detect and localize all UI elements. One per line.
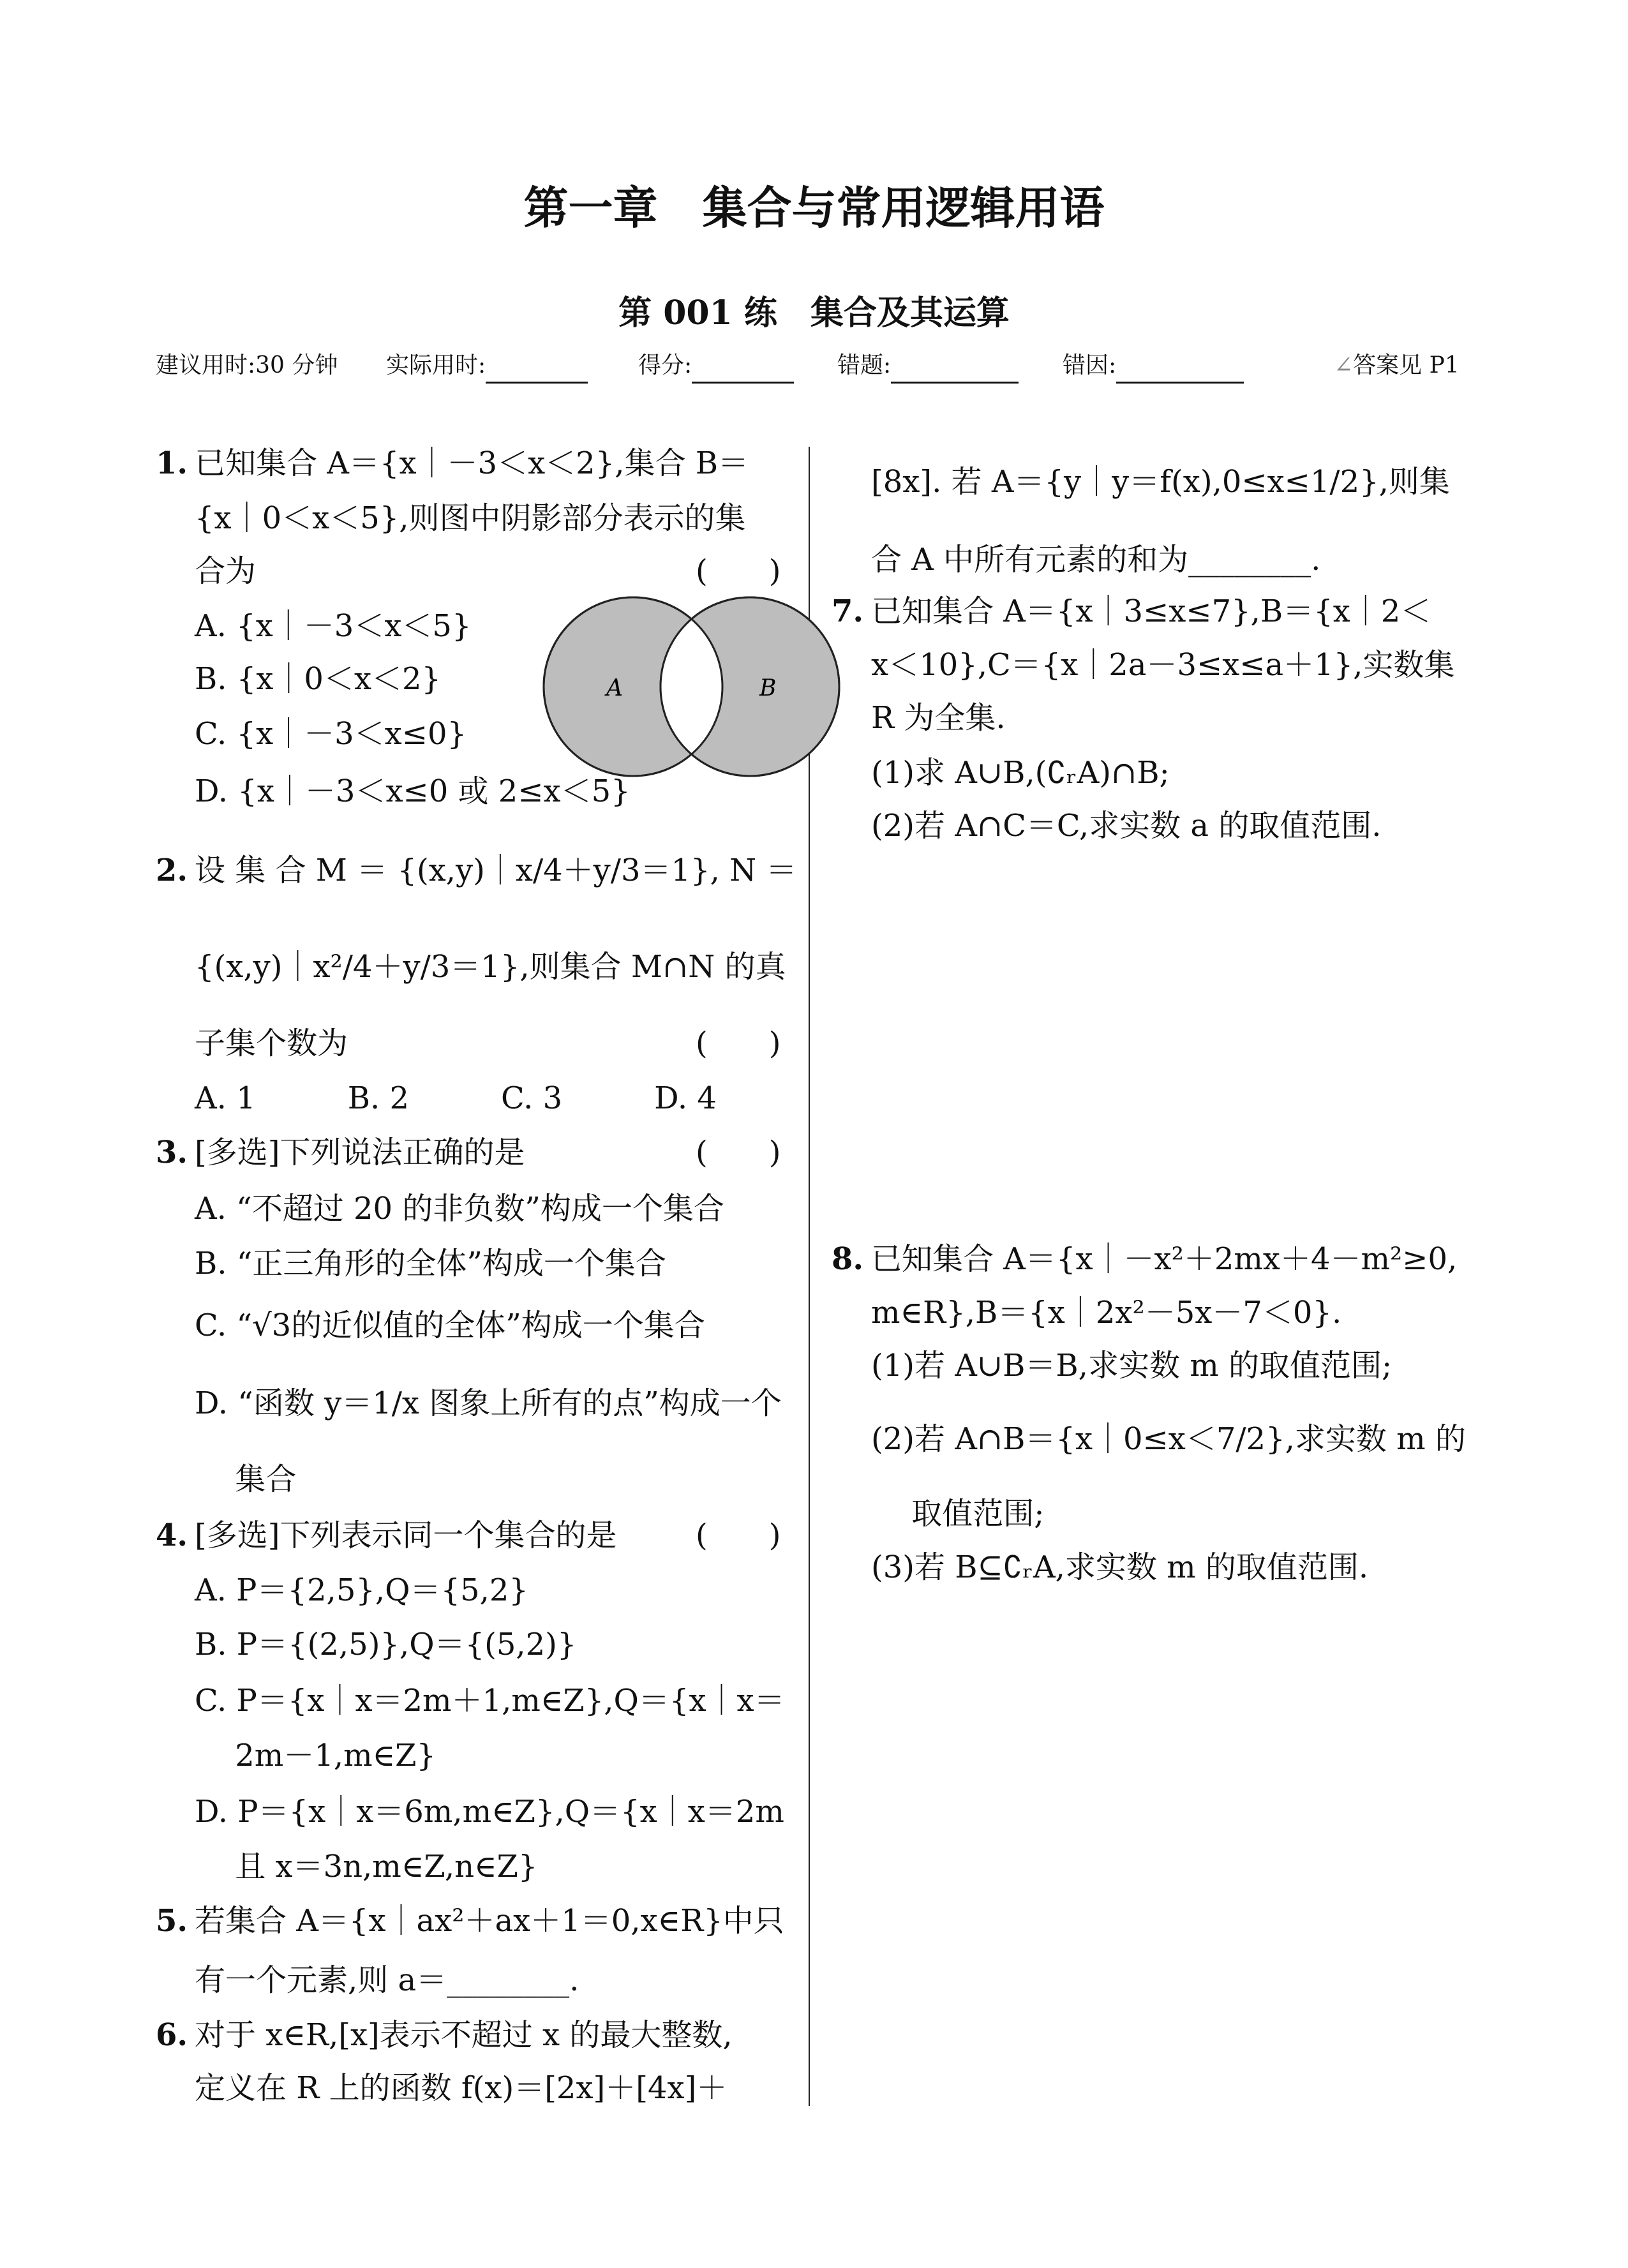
- score-field[interactable]: [638, 348, 794, 384]
- score-blank[interactable]: [692, 356, 794, 384]
- question-line: A. 1 B. 2 C. 3 D. 4: [195, 1080, 717, 1116]
- answer-parentheses[interactable]: ( ): [696, 1026, 781, 1061]
- question-line: A. “不超过 20 的非负数”构成一个集合: [195, 1191, 724, 1227]
- question-line: 有一个元素,则 a＝________.: [195, 1962, 579, 1998]
- question-line: 合 A 中所有元素的和为________.: [871, 542, 1321, 578]
- question-line: 已知集合 A＝{x｜3≤x≤7},B＝{x｜2＜: [871, 593, 1431, 629]
- question-line: 且 x＝3n,m∈Z,n∈Z}: [195, 1849, 538, 1884]
- lesson-title: 第 001 练 集合及其运算: [618, 294, 1010, 332]
- question-line: [8x]. 若 A＝{y｜y＝f(x),0≤x≤1/2},则集: [871, 464, 1450, 500]
- reason-label: 错因:: [1063, 352, 1117, 378]
- question-line: 若集合 A＝{x｜ax²＋ax＋1＝0,x∈R}中只: [195, 1903, 784, 1939]
- reason-field[interactable]: [1063, 348, 1244, 384]
- question-line: 取值范围;: [871, 1496, 1045, 1532]
- question-line: D. “函数 y＝1/x 图象上所有的点”构成一个: [195, 1385, 782, 1421]
- question-line: [多选]下列表示同一个集合的是: [195, 1518, 617, 1553]
- question-line: C. {x｜－3＜x≤0}: [195, 716, 467, 752]
- question-number: 2.: [156, 853, 188, 888]
- question-line: 定义在 R 上的函数 f(x)＝[2x]＋[4x]＋: [195, 2070, 728, 2106]
- suggested-time: 建议用时:30 分钟: [156, 352, 338, 378]
- answer-parentheses[interactable]: ( ): [696, 1518, 781, 1553]
- question-line: (2)若 A∩C＝C,求实数 a 的取值范围.: [871, 808, 1382, 844]
- question-line: x＜10},C＝{x｜2a－3≤x≤a＋1},实数集: [871, 647, 1455, 683]
- answer-parentheses[interactable]: ( ): [696, 553, 781, 589]
- question-line: 子集个数为: [195, 1026, 348, 1061]
- question-number: 6.: [156, 2017, 188, 2053]
- question-line: B. “正三角形的全体”构成一个集合: [195, 1246, 666, 1281]
- question-line: {x｜0＜x＜5},则图中阴影部分表示的集: [195, 500, 746, 536]
- answer-ref-text: 答案见 P1: [1353, 352, 1460, 378]
- wrong-blank[interactable]: [891, 356, 1019, 384]
- venn-label-a: A: [606, 675, 623, 701]
- question-line: 设 集 合 M ＝ {(x,y)｜x/4＋y/3＝1}, N ＝: [195, 853, 797, 888]
- question-line: C. P＝{x｜x＝2m＋1,m∈Z},Q＝{x｜x＝: [195, 1683, 785, 1719]
- answer-reference: [1334, 348, 1460, 384]
- question-line: B. P＝{(2,5)},Q＝{(5,2)}: [195, 1627, 577, 1662]
- question-line: 集合: [195, 1461, 297, 1497]
- question-line: D. P＝{x｜x＝6m,m∈Z},Q＝{x｜x＝2m: [195, 1794, 784, 1830]
- question-line: 对于 x∈R,[x]表示不超过 x 的最大整数,: [195, 2017, 733, 2053]
- question-line: B. {x｜0＜x＜2}: [195, 661, 442, 697]
- question-line: A. {x｜－3＜x＜5}: [195, 608, 472, 644]
- question-line: 2m－1,m∈Z}: [195, 1738, 437, 1773]
- chapter-title: 第一章 集合与常用逻辑用语: [523, 181, 1105, 234]
- wrong-field[interactable]: [837, 348, 1019, 384]
- question-number: 8.: [832, 1241, 864, 1277]
- answer-parentheses[interactable]: ( ): [696, 1135, 781, 1170]
- question-line: [多选]下列说法正确的是: [195, 1135, 525, 1170]
- question-line: A. P＝{2,5},Q＝{5,2}: [195, 1572, 528, 1608]
- venn-label-b: B: [759, 675, 777, 701]
- question-line: D. {x｜－3＜x≤0 或 2≤x＜5}: [195, 773, 631, 809]
- question-line: (1)若 A∪B＝B,求实数 m 的取值范围;: [871, 1348, 1393, 1384]
- question-line: 已知集合 A＝{x｜－3＜x＜2},集合 B＝: [195, 445, 749, 481]
- question-number: 4.: [156, 1518, 188, 1553]
- wrong-label: 错题:: [837, 352, 892, 378]
- question-line: m∈R},B＝{x｜2x²－5x－7＜0}.: [871, 1295, 1342, 1331]
- question-line: (1)求 A∪B,(∁ᵣA)∩B;: [871, 755, 1170, 791]
- question-line: R 为全集.: [871, 700, 1006, 736]
- actual-time-label: 实际用时:: [386, 352, 486, 378]
- question-line: {(x,y)｜x²/4＋y/3＝1},则集合 M∩N 的真: [195, 949, 786, 985]
- question-line: (2)若 A∩B＝{x｜0≤x＜7/2},求实数 m 的: [871, 1421, 1466, 1457]
- score-label: 得分:: [638, 352, 692, 378]
- reason-blank[interactable]: [1116, 356, 1244, 384]
- question-line: 合为: [195, 553, 257, 589]
- question-number: 5.: [156, 1903, 188, 1939]
- question-line: (3)若 B⊆∁ᵣA,求实数 m 的取值范围.: [871, 1549, 1369, 1585]
- venn-diagram: [536, 587, 855, 791]
- question-number: 7.: [832, 593, 864, 629]
- question-line: 已知集合 A＝{x｜－x²＋2mx＋4－m²≥0,: [871, 1241, 1458, 1277]
- question-line: C. “√3的近似值的全体”构成一个集合: [195, 1308, 705, 1343]
- question-number: 1.: [156, 445, 188, 481]
- actual-time-blank[interactable]: [486, 356, 588, 384]
- answer-corner-icon: ∠: [1334, 352, 1354, 378]
- actual-time-field[interactable]: [386, 348, 588, 384]
- question-number: 3.: [156, 1135, 188, 1170]
